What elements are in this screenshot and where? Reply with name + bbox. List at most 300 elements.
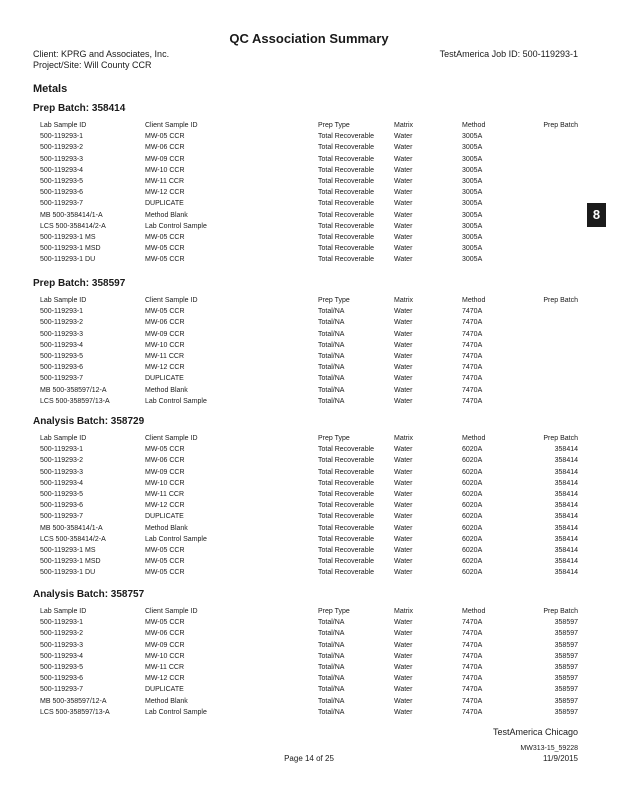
table-row	[0, 396, 618, 407]
cell-client-sample-id: MW-11 CCR	[145, 491, 185, 498]
cell-method: 6020A	[462, 491, 483, 498]
cell-lab-sample-id: 500-119293-1	[40, 308, 84, 316]
cell-method: 7470A	[462, 353, 483, 360]
cell-prep-type: Total Recoverable	[318, 524, 375, 532]
cell-prep-type: Total Recoverable	[318, 569, 375, 577]
section-heading: Metals	[33, 83, 68, 95]
cell-matrix: Water	[394, 166, 413, 174]
cell-matrix: Water	[394, 178, 413, 185]
table-row	[0, 232, 618, 243]
cell-prep-batch: 358597	[554, 664, 578, 671]
table-row	[0, 154, 618, 165]
cell-client-sample-id: MW-12 CCR	[145, 189, 185, 197]
cell-prep-type: Total/NA	[318, 675, 345, 683]
cell-client-sample-id: MW-10 CCR	[145, 166, 185, 174]
footer-doc-id: MW313-15_59228	[520, 745, 578, 752]
cell-method: 3005A	[462, 155, 483, 163]
batch-title: Prep Batch: 358597	[33, 278, 126, 289]
cell-matrix: Water	[394, 308, 413, 316]
cell-method: 3005A	[462, 256, 483, 264]
cell-prep-type: Total/NA	[318, 330, 345, 338]
column-header-method: Method	[462, 435, 486, 442]
cell-lab-sample-id: 500-119293-2	[40, 630, 84, 638]
footer-page-number: Page 14 of 25	[284, 754, 334, 763]
table-header-row	[0, 606, 618, 617]
cell-matrix: Water	[394, 353, 413, 360]
cell-client-sample-id: MW-06 CCR	[145, 457, 185, 465]
table-row	[0, 444, 618, 455]
column-header-lab-sample-id: Lab Sample ID	[40, 122, 87, 129]
section-tab-marker: 8	[587, 203, 606, 227]
cell-prep-batch: 358414	[554, 569, 578, 577]
table-row	[0, 640, 618, 651]
table-row	[0, 673, 618, 684]
cell-lab-sample-id: 500-119293-3	[40, 155, 84, 163]
cell-method: 6020A	[462, 457, 483, 465]
cell-matrix: Water	[394, 547, 413, 554]
cell-prep-type: Total/NA	[318, 319, 345, 327]
table-row	[0, 142, 618, 153]
cell-prep-batch: 358597	[554, 630, 578, 638]
cell-method: 7470A	[462, 341, 483, 349]
cell-client-sample-id: MW-05 CCR	[145, 245, 185, 253]
table-row	[0, 176, 618, 187]
cell-client-sample-id: MW-05 CCR	[145, 558, 185, 566]
cell-lab-sample-id: 500-119293-3	[40, 468, 84, 476]
column-header-lab-sample-id: Lab Sample ID	[40, 297, 87, 304]
column-header-prep-type: Prep Type	[318, 608, 350, 615]
column-header-method: Method	[462, 297, 486, 304]
cell-prep-type: Total Recoverable	[318, 479, 375, 487]
cell-lab-sample-id: MB 500-358597/12-A	[40, 386, 107, 394]
cell-matrix: Water	[394, 457, 413, 465]
column-header-prep-batch: Prep Batch	[543, 122, 578, 129]
cell-prep-type: Total Recoverable	[318, 491, 375, 498]
footer-company: TestAmerica Chicago	[492, 727, 578, 737]
cell-method: 7470A	[462, 375, 483, 383]
column-header-client-sample-id: Client Sample ID	[145, 435, 198, 442]
cell-method: 6020A	[462, 547, 483, 554]
cell-matrix: Water	[394, 446, 413, 454]
cell-prep-type: Total/NA	[318, 686, 345, 694]
cell-lab-sample-id: 500-119293-7	[40, 200, 84, 208]
cell-prep-type: Total Recoverable	[318, 558, 375, 566]
cell-method: 7470A	[462, 708, 483, 716]
cell-prep-type: Total/NA	[318, 697, 345, 705]
cell-method: 6020A	[462, 569, 483, 577]
cell-client-sample-id: MW-05 CCR	[145, 547, 185, 554]
cell-client-sample-id: MW-10 CCR	[145, 652, 185, 660]
cell-matrix: Water	[394, 630, 413, 638]
table-row	[0, 567, 618, 578]
cell-lab-sample-id: 500-119293-1	[40, 133, 84, 141]
cell-prep-batch: 358414	[554, 502, 578, 510]
cell-prep-batch: 358414	[554, 558, 578, 566]
cell-prep-type: Total Recoverable	[318, 211, 375, 219]
cell-lab-sample-id: 500-119293-7	[40, 513, 84, 521]
cell-lab-sample-id: 500-119293-5	[40, 491, 84, 498]
cell-prep-type: Total Recoverable	[318, 133, 375, 141]
cell-lab-sample-id: MB 500-358414/1-A	[40, 524, 103, 532]
column-header-prep-batch: Prep Batch	[543, 435, 578, 442]
column-header-client-sample-id: Client Sample ID	[145, 608, 198, 615]
table-row	[0, 362, 618, 373]
cell-lab-sample-id: 500-119293-7	[40, 375, 84, 383]
client-name: Client: KPRG and Associates, Inc.	[33, 49, 170, 59]
cell-method: 3005A	[462, 245, 483, 253]
cell-lab-sample-id: 500-119293-6	[40, 364, 84, 372]
column-header-prep-batch: Prep Batch	[543, 608, 578, 615]
cell-client-sample-id: MW-12 CCR	[145, 675, 185, 683]
cell-matrix: Water	[394, 524, 413, 532]
cell-lab-sample-id: 500-119293-6	[40, 189, 84, 197]
cell-prep-type: Total/NA	[318, 364, 345, 372]
cell-lab-sample-id: 500-119293-6	[40, 502, 84, 510]
cell-client-sample-id: MW-05 CCR	[145, 308, 185, 316]
cell-matrix: Water	[394, 155, 413, 163]
cell-matrix: Water	[394, 479, 413, 487]
cell-method: 6020A	[462, 535, 483, 543]
cell-lab-sample-id: 500-119293-5	[40, 664, 84, 671]
column-header-client-sample-id: Client Sample ID	[145, 297, 198, 304]
cell-client-sample-id: Lab Control Sample	[145, 397, 207, 405]
cell-lab-sample-id: 500-119293-4	[40, 479, 84, 487]
cell-matrix: Water	[394, 708, 413, 716]
cell-matrix: Water	[394, 189, 413, 197]
cell-method: 3005A	[462, 144, 483, 152]
table-header-row	[0, 295, 618, 306]
table-row	[0, 489, 618, 500]
cell-prep-type: Total Recoverable	[318, 189, 375, 197]
cell-client-sample-id: Method Blank	[145, 697, 188, 705]
cell-client-sample-id: Lab Control Sample	[145, 222, 207, 230]
cell-lab-sample-id: 500-119293-2	[40, 144, 84, 152]
cell-lab-sample-id: 500-119293-7	[40, 686, 84, 694]
cell-prep-type: Total/NA	[318, 664, 345, 671]
cell-method: 7470A	[462, 630, 483, 638]
table-row	[0, 707, 618, 718]
cell-prep-batch: 358414	[554, 479, 578, 487]
cell-prep-type: Total Recoverable	[318, 547, 375, 554]
cell-matrix: Water	[394, 386, 413, 394]
cell-matrix: Water	[394, 502, 413, 510]
table-row	[0, 131, 618, 142]
cell-prep-type: Total/NA	[318, 652, 345, 660]
cell-lab-sample-id: 500-119293-1	[40, 619, 84, 627]
cell-lab-sample-id: 500-119293-6	[40, 675, 84, 683]
table-row	[0, 511, 618, 522]
table-row	[0, 243, 618, 254]
cell-client-sample-id: Lab Control Sample	[145, 708, 207, 716]
table-row	[0, 373, 618, 384]
cell-client-sample-id: MW-09 CCR	[145, 330, 185, 338]
column-header-method: Method	[462, 122, 486, 129]
table-row	[0, 187, 618, 198]
cell-matrix: Water	[394, 664, 413, 671]
cell-lab-sample-id: MB 500-358597/12-A	[40, 697, 107, 705]
cell-method: 7470A	[462, 397, 483, 405]
cell-client-sample-id: MW-05 CCR	[145, 446, 185, 454]
cell-matrix: Water	[394, 513, 413, 521]
column-header-prep-type: Prep Type	[318, 435, 350, 442]
table-row	[0, 534, 618, 545]
cell-prep-type: Total/NA	[318, 341, 345, 349]
table-row	[0, 684, 618, 695]
cell-matrix: Water	[394, 341, 413, 349]
table-row	[0, 340, 618, 351]
cell-client-sample-id: MW-05 CCR	[145, 234, 185, 241]
cell-client-sample-id: DUPLICATE	[145, 375, 184, 383]
cell-prep-type: Total Recoverable	[318, 222, 375, 230]
table-row	[0, 198, 618, 209]
column-header-matrix: Matrix	[394, 608, 414, 615]
cell-prep-type: Total Recoverable	[318, 234, 375, 241]
cell-prep-batch: 358414	[554, 513, 578, 521]
cell-matrix: Water	[394, 491, 413, 498]
cell-prep-batch: 358414	[554, 457, 578, 465]
cell-prep-batch: 358597	[554, 619, 578, 627]
cell-matrix: Water	[394, 245, 413, 253]
cell-method: 7470A	[462, 652, 483, 660]
cell-matrix: Water	[394, 697, 413, 705]
cell-method: 7470A	[462, 697, 483, 705]
cell-method: 3005A	[462, 189, 483, 197]
cell-client-sample-id: Lab Control Sample	[145, 535, 207, 543]
table-row	[0, 351, 618, 362]
batch-title: Analysis Batch: 358757	[33, 589, 145, 600]
cell-method: 7470A	[462, 641, 483, 649]
cell-lab-sample-id: LCS 500-358414/2-A	[40, 535, 106, 543]
column-header-prep-type: Prep Type	[318, 297, 350, 304]
cell-prep-type: Total Recoverable	[318, 178, 375, 185]
table-header-row	[0, 120, 618, 131]
cell-method: 7470A	[462, 619, 483, 627]
cell-client-sample-id: MW-06 CCR	[145, 630, 185, 638]
cell-client-sample-id: Method Blank	[145, 211, 188, 219]
cell-prep-type: Total/NA	[318, 308, 345, 316]
cell-method: 6020A	[462, 502, 483, 510]
table-row	[0, 523, 618, 534]
table-row	[0, 455, 618, 466]
cell-matrix: Water	[394, 256, 413, 264]
batch-title: Analysis Batch: 358729	[33, 416, 145, 427]
cell-prep-batch: 358597	[554, 686, 578, 694]
cell-matrix: Water	[394, 222, 413, 230]
project-site: Project/Site: Will County CCR	[33, 60, 152, 70]
cell-lab-sample-id: MB 500-358414/1-A	[40, 211, 103, 219]
cell-prep-type: Total/NA	[318, 708, 345, 716]
cell-matrix: Water	[394, 619, 413, 627]
cell-client-sample-id: MW-11 CCR	[145, 353, 185, 360]
cell-method: 6020A	[462, 558, 483, 566]
cell-matrix: Water	[394, 200, 413, 208]
cell-matrix: Water	[394, 133, 413, 141]
cell-matrix: Water	[394, 364, 413, 372]
cell-client-sample-id: Method Blank	[145, 386, 188, 394]
cell-prep-type: Total Recoverable	[318, 446, 375, 454]
cell-prep-batch: 358414	[554, 468, 578, 476]
cell-prep-type: Total/NA	[318, 397, 345, 405]
column-header-matrix: Matrix	[394, 122, 414, 129]
cell-matrix: Water	[394, 375, 413, 383]
cell-client-sample-id: MW-09 CCR	[145, 155, 185, 163]
cell-client-sample-id: MW-05 CCR	[145, 133, 185, 141]
cell-prep-type: Total Recoverable	[318, 155, 375, 163]
cell-prep-type: Total/NA	[318, 619, 345, 627]
cell-matrix: Water	[394, 569, 413, 577]
cell-prep-batch: 358597	[554, 697, 578, 705]
cell-method: 7470A	[462, 386, 483, 394]
cell-lab-sample-id: 500-119293-1 MS	[40, 234, 96, 241]
cell-matrix: Water	[394, 535, 413, 543]
table-row	[0, 467, 618, 478]
cell-method: 6020A	[462, 468, 483, 476]
cell-method: 7470A	[462, 319, 483, 327]
cell-matrix: Water	[394, 641, 413, 649]
cell-lab-sample-id: 500-119293-1 DU	[40, 256, 96, 264]
cell-prep-type: Total Recoverable	[318, 468, 375, 476]
cell-matrix: Water	[394, 468, 413, 476]
cell-prep-type: Total Recoverable	[318, 256, 375, 264]
cell-matrix: Water	[394, 144, 413, 152]
table-row	[0, 651, 618, 662]
cell-matrix: Water	[394, 211, 413, 219]
cell-method: 7470A	[462, 675, 483, 683]
cell-matrix: Water	[394, 319, 413, 327]
table-row	[0, 329, 618, 340]
cell-prep-batch: 358597	[554, 675, 578, 683]
cell-client-sample-id: MW-05 CCR	[145, 256, 185, 264]
cell-client-sample-id: MW-11 CCR	[145, 664, 185, 671]
cell-lab-sample-id: 500-119293-5	[40, 353, 84, 360]
table-row	[0, 478, 618, 489]
cell-prep-type: Total/NA	[318, 630, 345, 638]
cell-matrix: Water	[394, 234, 413, 241]
cell-lab-sample-id: 500-119293-1 MSD	[40, 558, 101, 566]
cell-prep-type: Total Recoverable	[318, 502, 375, 510]
column-header-lab-sample-id: Lab Sample ID	[40, 435, 87, 442]
cell-client-sample-id: MW-12 CCR	[145, 364, 185, 372]
cell-client-sample-id: MW-05 CCR	[145, 569, 185, 577]
cell-lab-sample-id: 500-119293-5	[40, 178, 84, 185]
cell-method: 7470A	[462, 664, 483, 671]
cell-client-sample-id: MW-11 CCR	[145, 178, 185, 185]
cell-method: 3005A	[462, 133, 483, 141]
cell-prep-type: Total Recoverable	[318, 166, 375, 174]
table-row	[0, 210, 618, 221]
cell-lab-sample-id: 500-119293-3	[40, 641, 84, 649]
cell-client-sample-id: MW-06 CCR	[145, 144, 185, 152]
table-row	[0, 617, 618, 628]
cell-lab-sample-id: 500-119293-4	[40, 341, 84, 349]
table-row	[0, 662, 618, 673]
cell-method: 3005A	[462, 200, 483, 208]
table-row	[0, 545, 618, 556]
table-row	[0, 385, 618, 396]
cell-matrix: Water	[394, 558, 413, 566]
cell-lab-sample-id: 500-119293-2	[40, 457, 84, 465]
column-header-prep-type: Prep Type	[318, 122, 350, 129]
table-row	[0, 254, 618, 265]
cell-method: 6020A	[462, 446, 483, 454]
cell-method: 3005A	[462, 178, 483, 185]
column-header-client-sample-id: Client Sample ID	[145, 122, 198, 129]
cell-client-sample-id: MW-10 CCR	[145, 479, 185, 487]
cell-prep-type: Total Recoverable	[318, 144, 375, 152]
cell-lab-sample-id: 500-119293-4	[40, 166, 84, 174]
cell-matrix: Water	[394, 397, 413, 405]
cell-prep-batch: 358414	[554, 547, 578, 554]
cell-prep-batch: 358414	[554, 491, 578, 498]
cell-method: 7470A	[462, 364, 483, 372]
cell-lab-sample-id: LCS 500-358414/2-A	[40, 222, 106, 230]
cell-prep-type: Total Recoverable	[318, 245, 375, 253]
column-header-matrix: Matrix	[394, 297, 414, 304]
cell-prep-type: Total Recoverable	[318, 200, 375, 208]
cell-method: 7470A	[462, 686, 483, 694]
cell-prep-batch: 358414	[554, 446, 578, 454]
page-title: QC Association Summary	[229, 31, 389, 46]
cell-prep-type: Total Recoverable	[318, 513, 375, 521]
cell-method: 7470A	[462, 308, 483, 316]
table-header-row	[0, 433, 618, 444]
cell-lab-sample-id: 500-119293-1 MS	[40, 547, 96, 554]
table-row	[0, 317, 618, 328]
cell-prep-type: Total Recoverable	[318, 457, 375, 465]
cell-method: 6020A	[462, 524, 483, 532]
cell-prep-batch: 358597	[554, 641, 578, 649]
cell-client-sample-id: MW-05 CCR	[145, 619, 185, 627]
cell-prep-type: Total/NA	[318, 375, 345, 383]
footer-date: 11/9/2015	[543, 754, 578, 763]
table-row	[0, 556, 618, 567]
table-row	[0, 500, 618, 511]
cell-client-sample-id: MW-10 CCR	[145, 341, 185, 349]
cell-method: 7470A	[462, 330, 483, 338]
cell-lab-sample-id: LCS 500-358597/13-A	[40, 397, 110, 405]
cell-lab-sample-id: 500-119293-1 MSD	[40, 245, 101, 253]
cell-prep-type: Total/NA	[318, 641, 345, 649]
table-row	[0, 696, 618, 707]
column-header-lab-sample-id: Lab Sample ID	[40, 608, 87, 615]
cell-prep-batch: 358597	[554, 652, 578, 660]
cell-matrix: Water	[394, 675, 413, 683]
table-row	[0, 306, 618, 317]
cell-client-sample-id: DUPLICATE	[145, 200, 184, 208]
column-header-method: Method	[462, 608, 486, 615]
cell-client-sample-id: DUPLICATE	[145, 686, 184, 694]
cell-prep-type: Total/NA	[318, 386, 345, 394]
cell-prep-type: Total Recoverable	[318, 535, 375, 543]
cell-client-sample-id: MW-09 CCR	[145, 468, 185, 476]
cell-client-sample-id: MW-09 CCR	[145, 641, 185, 649]
cell-prep-batch: 358414	[554, 524, 578, 532]
cell-lab-sample-id: 500-119293-1 DU	[40, 569, 96, 577]
cell-method: 6020A	[462, 479, 483, 487]
cell-client-sample-id: DUPLICATE	[145, 513, 184, 521]
cell-method: 3005A	[462, 234, 483, 241]
column-header-matrix: Matrix	[394, 435, 414, 442]
cell-lab-sample-id: 500-119293-3	[40, 330, 84, 338]
cell-lab-sample-id: 500-119293-4	[40, 652, 84, 660]
cell-prep-batch: 358597	[554, 708, 578, 716]
table-row	[0, 221, 618, 232]
cell-method: 6020A	[462, 513, 483, 521]
table-row	[0, 628, 618, 639]
cell-client-sample-id: MW-12 CCR	[145, 502, 185, 510]
cell-client-sample-id: Method Blank	[145, 524, 188, 532]
cell-lab-sample-id: 500-119293-1	[40, 446, 84, 454]
